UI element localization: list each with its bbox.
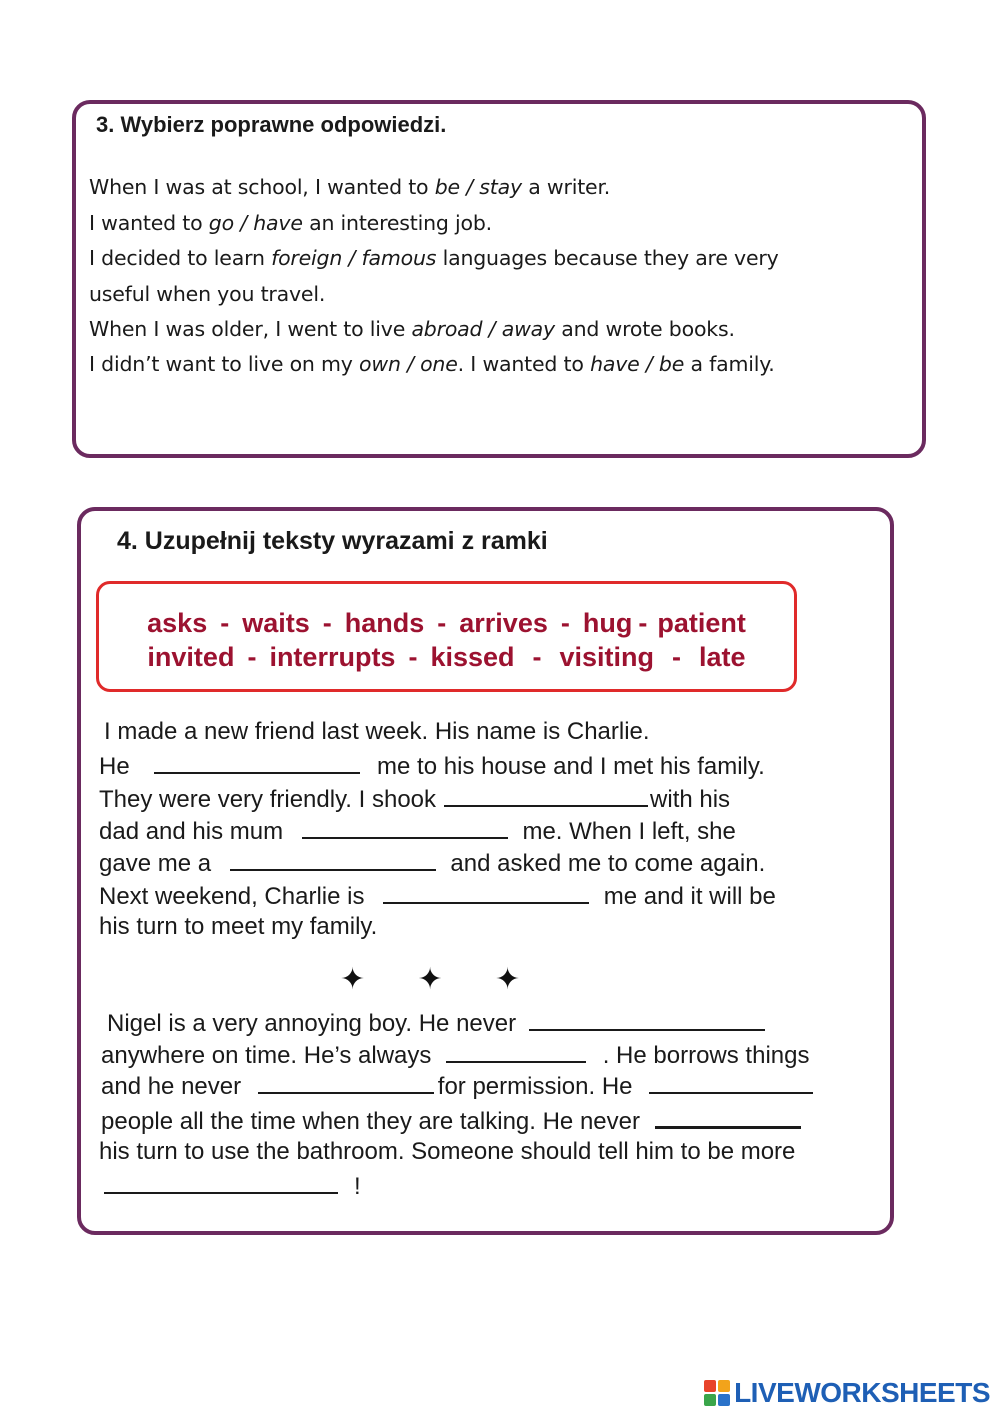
- option-own[interactable]: own: [359, 352, 401, 376]
- text2-line-4: people all the time when they are talking. He never: [101, 1104, 801, 1136]
- exercise-3-frame: [72, 100, 926, 458]
- text1-line-5: gave me a and asked me to come again.: [99, 847, 765, 878]
- word-bank: [96, 581, 797, 692]
- text1-line-1: I made a new friend last week. His name is Charlie.: [104, 718, 650, 745]
- option-stay[interactable]: stay: [479, 175, 522, 199]
- word-hands: hands: [344, 608, 425, 638]
- text1-line-3: They were very friendly. I shook with his: [99, 783, 730, 814]
- exercise-3-line-2: I wanted to go / have an interesting job.: [89, 211, 492, 235]
- word-kissed: kissed: [430, 642, 515, 672]
- blank-input-7[interactable]: [446, 1039, 586, 1063]
- option-have[interactable]: have: [253, 211, 303, 235]
- word-interrupts: interrupts: [269, 642, 396, 672]
- exercise-3-line-4: useful when you travel.: [89, 282, 326, 306]
- option-be[interactable]: be: [434, 175, 460, 199]
- word-bank-row-1: asks - waits - hands - arrives - hug - patient: [147, 608, 746, 638]
- text2-line-2: anywhere on time. He’s always . He borrows things: [101, 1039, 809, 1070]
- option-abroad[interactable]: abroad: [411, 317, 483, 341]
- text2-line-6: !: [104, 1170, 361, 1201]
- option-have-2[interactable]: have: [590, 352, 640, 376]
- text1-line-7: his turn to meet my family.: [99, 913, 378, 940]
- exercise-3-line-6: I didn’t want to live on my own / one. I wanted to have / be a family.: [89, 352, 775, 376]
- word-hug: hug: [582, 608, 633, 638]
- logo-text: LIVEWORKSHEETS: [734, 1377, 990, 1408]
- word-arrives: arrives: [459, 608, 548, 638]
- option-one[interactable]: one: [420, 352, 458, 376]
- blank-input-4[interactable]: [230, 847, 436, 871]
- text2-line-1: Nigel is a very annoying boy. He never: [107, 1007, 765, 1038]
- option-go[interactable]: go: [208, 211, 234, 235]
- blank-input-10[interactable]: [655, 1104, 801, 1129]
- word-invited: invited: [147, 642, 235, 672]
- exercise-3-line-1: When I was at school, I wanted to be / stay a writer.: [89, 175, 611, 199]
- exercise-3-line-3: I decided to learn foreign / famous languages because they are very: [89, 246, 779, 270]
- word-patient: patient: [657, 608, 746, 638]
- option-away[interactable]: away: [501, 317, 555, 341]
- blank-input-3[interactable]: [302, 815, 508, 839]
- blank-input-5[interactable]: [383, 880, 589, 904]
- blank-input-2[interactable]: [444, 783, 648, 807]
- word-asks: asks: [147, 608, 208, 638]
- word-late: late: [699, 642, 746, 672]
- option-famous[interactable]: famous: [361, 246, 437, 270]
- text1-line-6: Next weekend, Charlie is me and it will be: [99, 880, 776, 911]
- text1-line-4: dad and his mum me. When I left, she: [99, 815, 736, 846]
- blank-input-8[interactable]: [258, 1070, 434, 1094]
- option-foreign[interactable]: foreign: [271, 246, 343, 270]
- text1-line-2: He me to his house and I met his family.: [99, 750, 765, 781]
- option-be-2[interactable]: be: [658, 352, 685, 376]
- exercise-3-title: 3. Wybierz poprawne odpowiedzi.: [96, 112, 447, 137]
- word-waits: waits: [242, 608, 310, 638]
- text2-line-3: and he never for permission. He: [101, 1070, 813, 1101]
- word-visiting: visiting: [559, 642, 655, 672]
- liveworksheets-logo-icon: [704, 1380, 730, 1406]
- blank-input-1[interactable]: [154, 750, 360, 774]
- exercise-4-title: 4. Uzupełnij teksty wyrazami z ramki: [117, 527, 548, 555]
- blank-input-11[interactable]: [104, 1170, 338, 1194]
- text2-line-5: his turn to use the bathroom. Someone should tell him to be more: [99, 1138, 796, 1165]
- divider-stars-icon: ✦ ✦ ✦: [340, 963, 543, 996]
- blank-input-6[interactable]: [529, 1007, 765, 1031]
- exercise-3-line-5: When I was older, I went to live abroad / away and wrote books.: [89, 317, 735, 341]
- word-bank-row-2: invited - interrupts - kissed - visiting - late: [147, 642, 746, 672]
- liveworksheets-logo: [704, 1376, 990, 1410]
- blank-input-9[interactable]: [649, 1070, 813, 1094]
